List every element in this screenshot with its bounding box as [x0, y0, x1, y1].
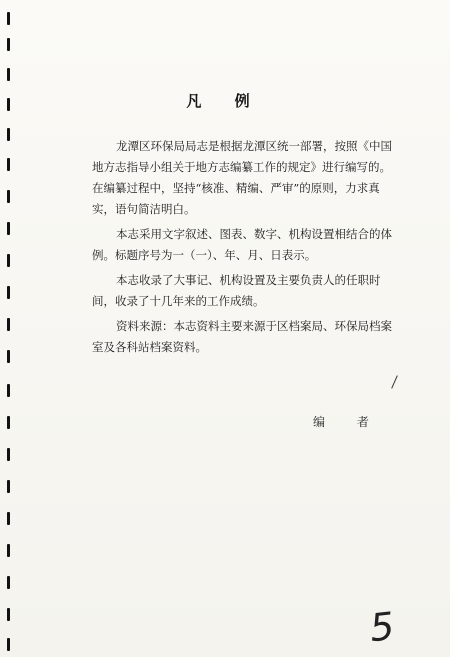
- binding-hole: [7, 512, 10, 525]
- paragraph-line: 本志收录了大事记、机构设置及主要负责人的任职时: [116, 273, 381, 287]
- binding-hole: [7, 222, 10, 235]
- body-text: [92, 136, 392, 358]
- author-signature: 编 者: [313, 415, 383, 429]
- page-number: 5: [367, 603, 397, 651]
- paragraph-line: 间，收录了十几年来的工作成绩。: [92, 294, 265, 308]
- paragraph-line: 本志采用文字叙述、图表、数字、机构设置相结合的体: [116, 227, 392, 241]
- binding-hole: [7, 576, 10, 589]
- binding-hole: [7, 190, 10, 203]
- binding-hole: [7, 12, 10, 25]
- binding-hole: [7, 158, 10, 171]
- paragraph-line: 例。标题序号为一（一）、年、月、日表示。: [92, 248, 317, 262]
- page-title: 凡 例: [186, 92, 264, 110]
- paragraph-line: 在编纂过程中，坚持“核准、精编、严审”的原则，力求真: [92, 181, 380, 195]
- binding-hole: [7, 38, 10, 51]
- paragraph-line: 龙潭区环保局局志是根据龙潭区统一部署，按照《中国: [116, 139, 392, 153]
- binding-hole: [7, 544, 10, 557]
- binding-hole: [7, 68, 10, 81]
- binding-hole: [7, 128, 10, 141]
- paragraph-line: 实，语句简洁明白。: [92, 202, 196, 216]
- paragraph-line: 地方志指导小组关于地方志编纂工作的规定》进行编写的。: [92, 160, 391, 174]
- paragraph-line: 室及各科站档案资料。: [92, 340, 207, 354]
- binding-hole: [7, 608, 10, 621]
- binding-hole: [7, 254, 10, 267]
- binding-hole: [7, 384, 10, 397]
- pen-mark: [391, 375, 398, 388]
- binding-hole: [7, 448, 10, 461]
- binding-hole: [7, 286, 10, 299]
- binding-hole: [7, 350, 10, 363]
- binding-hole: [7, 416, 10, 429]
- binding-hole: [7, 638, 10, 651]
- binding-hole: [7, 318, 10, 331]
- binding-hole: [7, 480, 10, 493]
- paragraph-line: 资料来源：本志资料主要来源于区档案局、环保局档案: [116, 319, 392, 333]
